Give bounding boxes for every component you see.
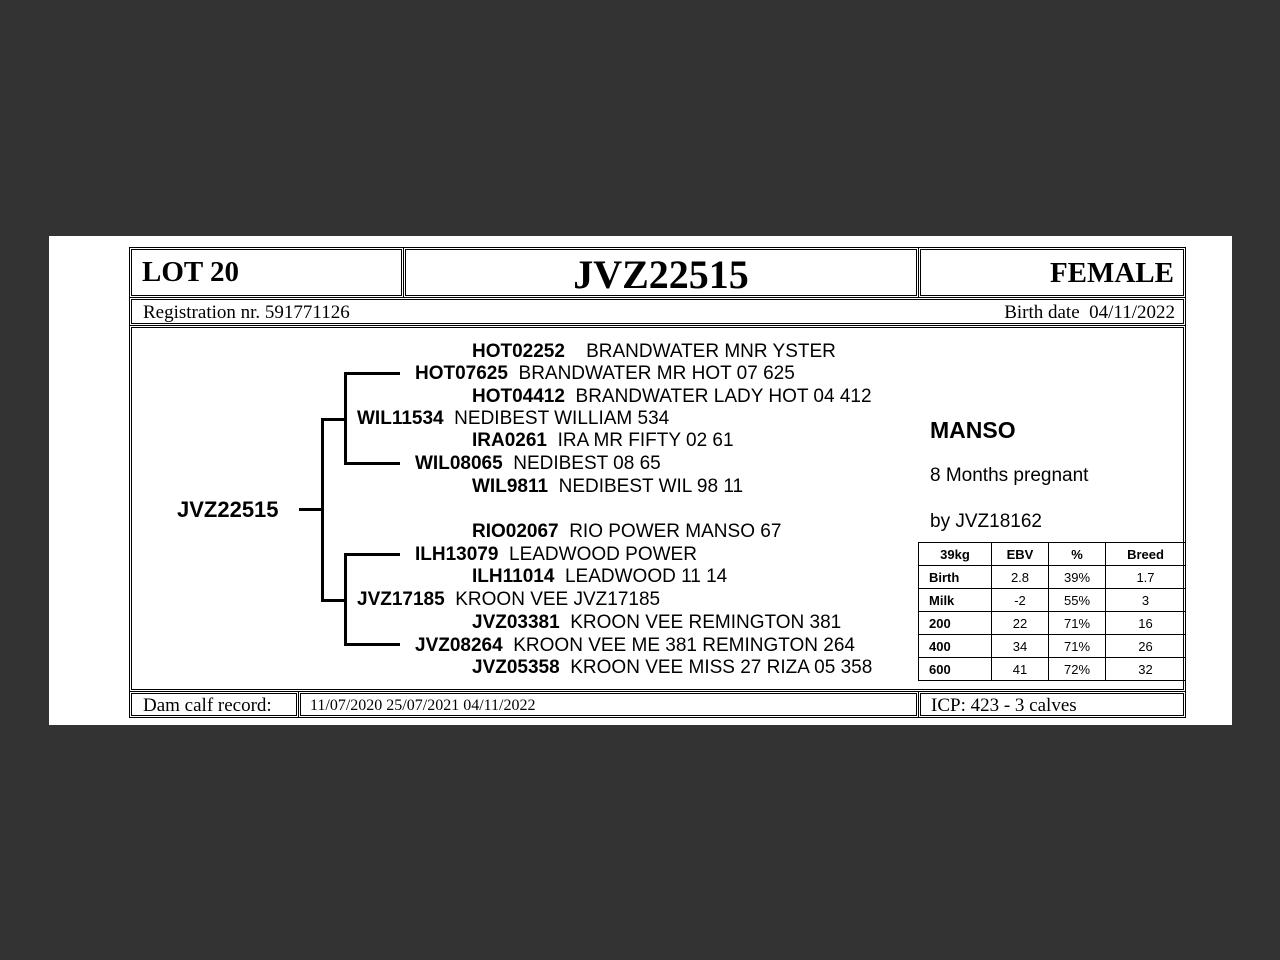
animal-id-title: JVZ22515 — [573, 252, 749, 297]
ebv-row — [919, 658, 1186, 681]
ebv-accuracy: 55% — [1049, 589, 1106, 612]
ebv-trait: 200 — [919, 612, 992, 635]
sex-cell — [918, 247, 1186, 298]
ebv-accuracy: 72% — [1049, 658, 1106, 681]
dam-sire: ILH13079 LEADWOOD POWER — [415, 544, 697, 565]
ebv-value: 2.8 — [992, 566, 1049, 589]
ebv-breed: 3 — [1106, 589, 1186, 612]
sire-sire: HOT07625 BRANDWATER MR HOT 07 625 — [415, 363, 795, 384]
sire-dam-sire: IRA0261 IRA MR FIFTY 02 61 — [472, 430, 734, 451]
dam-dam-dam: JVZ05358 KROON VEE MISS 27 RIZA 05 358 — [472, 657, 873, 678]
dam-dam: JVZ08264 KROON VEE ME 381 REMINGTON 264 — [415, 635, 855, 656]
sire-sire-dam: HOT04412 BRANDWATER LADY HOT 04 412 — [472, 386, 872, 407]
lot-number: LOT 20 — [142, 256, 239, 288]
dam-calf-label-cell — [129, 691, 299, 718]
registration-row — [129, 297, 1186, 326]
ebv-breed: 32 — [1106, 658, 1186, 681]
ebv-header: 39kg — [919, 543, 992, 566]
ebv-value: -2 — [992, 589, 1049, 612]
lot-cell — [129, 247, 404, 298]
sire-connector — [321, 418, 345, 421]
birth-date-value: 04/11/2022 — [1089, 302, 1175, 323]
generation-1-bracket — [321, 418, 324, 602]
sex-label: FEMALE — [1049, 257, 1174, 289]
dam-connector — [321, 599, 345, 602]
ebv-accuracy: 39% — [1049, 566, 1106, 589]
ebv-accuracy: 71% — [1049, 635, 1106, 658]
dam-dam-connector — [344, 643, 400, 646]
dam-sire-sire: RIO02067 RIO POWER MANSO 67 — [472, 521, 782, 542]
ebv-trait: Milk — [919, 589, 992, 612]
ebv-breed: 1.7 — [1106, 566, 1186, 589]
ebv-table — [918, 542, 1186, 681]
ebv-breed: 26 — [1106, 635, 1186, 658]
ebv-breed: 16 — [1106, 612, 1186, 635]
sire-dam-dam: WIL9811 NEDIBEST WIL 98 11 — [472, 476, 744, 497]
ebv-header: % — [1049, 543, 1106, 566]
animal-id-cell — [403, 247, 919, 298]
ebv-header: Breed — [1106, 543, 1186, 566]
ebv-header-row — [919, 543, 1186, 566]
pregnancy-sire-name: MANSO — [930, 417, 1016, 443]
ebv-trait: 600 — [919, 658, 992, 681]
registration-number: 591771126 — [264, 302, 350, 323]
dam-calf-dates-cell — [298, 691, 919, 718]
registration-label: Registration nr. 591771126 — [143, 302, 350, 323]
dam-sire-dam: ILH11014 LEADWOOD 11 14 — [472, 566, 728, 587]
sire: WIL11534 NEDIBEST WILLIAM 534 — [357, 408, 670, 429]
pregnancy-by: by JVZ18162 — [930, 511, 1042, 532]
ebv-value: 34 — [992, 635, 1049, 658]
ebv-trait: 400 — [919, 635, 992, 658]
icp-cell — [918, 691, 1186, 718]
dam-bracket — [344, 553, 347, 646]
ebv-trait: Birth — [919, 566, 992, 589]
ebv-accuracy: 71% — [1049, 612, 1106, 635]
birth-date: Birth date 04/11/2022 — [1004, 302, 1175, 323]
ebv-header: EBV — [992, 543, 1049, 566]
sire-sire-connector — [344, 372, 400, 375]
ebv-row — [919, 635, 1186, 658]
dam-dam-sire: JVZ03381 KROON VEE REMINGTON 381 — [472, 612, 842, 633]
ebv-row — [919, 589, 1186, 612]
sire-sire-sire: HOT02252 BRANDWATER MNR YSTER — [472, 341, 836, 362]
pregnancy-status: 8 Months pregnant — [930, 465, 1089, 486]
ebv-row — [919, 566, 1186, 589]
dam-calf-label: Dam calf record: — [143, 695, 272, 716]
ebv-value: 22 — [992, 612, 1049, 635]
sire-dam: WIL08065 NEDIBEST 08 65 — [415, 453, 661, 474]
ebv-row — [919, 612, 1186, 635]
subject-connector — [299, 508, 323, 511]
icp-value: ICP: 423 - 3 calves — [931, 695, 1077, 716]
dam: JVZ17185 KROON VEE JVZ17185 — [357, 589, 661, 610]
sire-bracket — [344, 372, 347, 465]
ebv-value: 41 — [992, 658, 1049, 681]
sire-dam-connector — [344, 462, 400, 465]
dam-sire-connector — [344, 553, 400, 556]
pedigree-subject: JVZ22515 — [177, 497, 279, 522]
dam-calf-dates: 11/07/2020 25/07/2021 04/11/2022 — [310, 697, 536, 714]
